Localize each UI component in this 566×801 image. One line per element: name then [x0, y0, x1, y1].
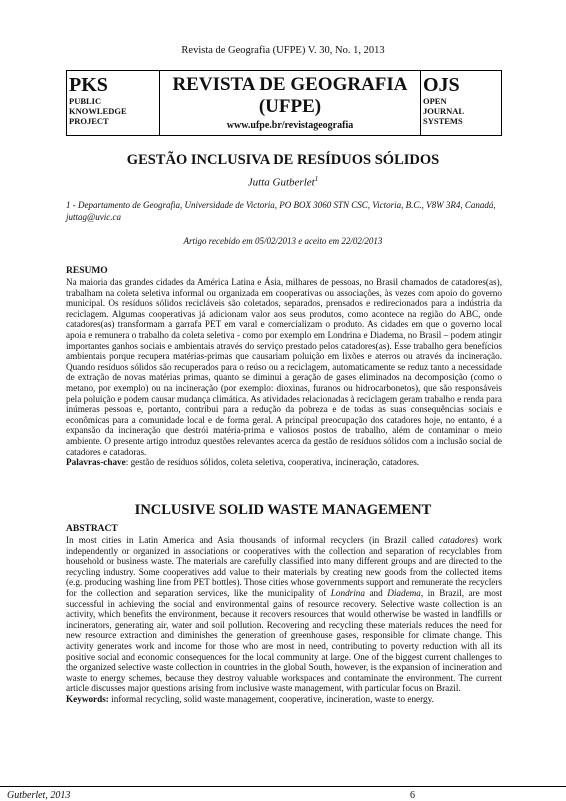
ojs-acronym: OJS	[423, 74, 460, 96]
resumo-text: Na maioria das grandes cidades da América Latina e Ásia, milhares de pessoas, no Brasil chamados de catadores(as), trabalham na coleta seletiva informal ou organizada em cooperativas ou associações, às vezes com apoio do governo municipal. Os resíduos sólidos recicláveis são coletados, separados, prensados e redirecionados para a indústria da reciclagem. Algumas cooperativas já adicionam valor aos seus produtos, como acontece na região do ABC, onde catadores(as) transformam a garrafa PET em varal e comercializam o produto. As cidades em que o governo local apoia e remunera o trabalho da coleta seletiva - como por exemplo em Londrina e Diadema, no Brasil – podem atingir importantes ganhos sociais e ambientais através do serviço prestado pelos catadores(as). Esse trabalho gera benefícios ambientais porque recupera matérias-primas que causariam poluição em lixões e aterros ou através da incineração. Quando resíduos sólidos são recuperados para o reúso ou a reciclagem, automaticamente se reduz tanto a necessidade de extração de novas matérias primas, quanto se diminui a geração de gases eliminados na decomposição (como o metano, por exemplo) ou na incineração (por exemplo: dioxinas, furanos ou hidrocarbonetos), que são responsáveis pela poluição e podem causar mudança climática. As atividades relacionadas à reciclagem geram trabalho e renda para inúmeras pessoas e, portanto, contribui para a redução da pobreza e de todas as suas consequências sociais e econômicas para a comunidade local e de forma geral. A principal preocupação dos catadores hoje, no entanto, é a expansão da incineração que destrói matéria-prima e valiosos postos de trabalho, além de contaminar o meio ambiente. O presente artigo introduz questões relevantes acerca da gestão de resíduos sólidos com a inclusão social de catadores e catadoras.	[66, 277, 502, 457]
running-header: Revista de Geografia (UFPE) V. 30, No. 1, 2013	[181, 45, 385, 56]
pkp-line-1: PUBLIC	[69, 96, 102, 106]
abstract-heading: ABSTRACT	[66, 524, 118, 534]
palavras-chave-label: Palavras-chave	[66, 457, 126, 468]
pkp-acronym: PKS	[69, 74, 108, 96]
masthead-right-block	[421, 71, 501, 126]
abstract-term-diadema: Diadema	[387, 587, 421, 598]
journal-title-line-1: REVISTA DE GEOGRAFIA	[172, 74, 408, 95]
palavras-chave-text: : gestão de resíduos sólidos, coleta seletiva, cooperativa, incineração, catadores.	[125, 457, 420, 468]
journal-url: www.ufpe.br/revistageografia	[226, 120, 354, 131]
ojs-line-1: OPEN	[423, 96, 447, 106]
ojs-line-3: SYSTEMS	[423, 116, 463, 126]
abstract-body	[66, 535, 502, 705]
article-dates: Artigo recebido em 05/02/2013 e aceito em 22/02/2013	[183, 236, 383, 246]
footer-citation: Gutberlet, 2013	[7, 790, 71, 801]
resumo-body	[66, 277, 502, 468]
keywords-label: Keywords:	[66, 693, 109, 704]
abstract-text-2: ) work independently or organized in associations or cooperatives with the collection and separation of recyclables from household or business waste. The materials are carefully classified into many different groups and are directed to the recycling industry. Some cooperatives add value to their materials by creating new goods from the collected items (e.g. producing washing line from PET bottles). Those cities whose governments support and remunerate the recyclers for the collection and separation services, like the municipality of	[66, 535, 502, 598]
abstract-text-1: In most cities in Latin America and Asia thousands of informal recyclers (in Brazil called	[66, 535, 439, 545]
abstract-text-3: , in Brazil, are most successful in achieving the social and environmental gains of resource recovery. Selective waste collection is an activity, which benefits the environment, because it recovers resources that would otherwise be wasted in landfills or incinerators, generating air, water and soil pollution. Recovering and recycling these materials reduces the need for new resource extraction and diminishes the generation of greenhouse gases, responsible for climate change. This activity generates work and income for those who are most in need, contributing to poverty reduction with all its positive social and economic consequences for the local community at large. One of the biggest current challenges to the organized selective waste collection in countries in the global South, however, is the expansion of incineration and waste to energy schemes, because they destroy valuable workspaces and contaminate the environment. The current article discusses major questions arising from inclusive waste management, with particular focus on Brazil.	[66, 587, 502, 694]
author-line	[0, 175, 566, 189]
abstract-text-and: and	[365, 587, 388, 598]
keywords-text: informal recycling, solid waste management, cooperative, incineration, waste to energy.	[108, 693, 434, 704]
pkp-line-3: PROJECT	[69, 116, 109, 126]
pkp-line-2: KNOWLEDGE	[69, 106, 127, 116]
resumo-heading: RESUMO	[66, 266, 108, 276]
abstract-term-catadores: catadores	[439, 535, 475, 545]
masthead-left-block	[69, 71, 159, 126]
footer-rule	[0, 786, 566, 787]
author-name: Jutta Gutberlet	[247, 176, 315, 189]
article-title-pt: GESTÃO INCLUSIVA DE RESÍDUOS SÓLIDOS	[126, 152, 440, 168]
masthead-center-block	[159, 71, 421, 131]
journal-masthead	[66, 70, 502, 136]
page-number: 6	[410, 790, 415, 801]
ojs-line-2: JOURNAL	[423, 106, 465, 116]
article-title-en: INCLUSIVE SOLID WASTE MANAGEMENT	[134, 502, 432, 518]
author-affiliation-mark: 1	[314, 175, 319, 183]
abstract-term-londrina: Londrina	[330, 587, 365, 598]
author-affiliation: 1 - Departamento de Geografia, Universidade de Victoria, PO BOX 3060 STN CSC, Victoria, B.C., V8W 3R4, Canadá, juttag@uvic.ca	[66, 200, 496, 222]
journal-title-line-2: (UFPE)	[258, 96, 322, 117]
